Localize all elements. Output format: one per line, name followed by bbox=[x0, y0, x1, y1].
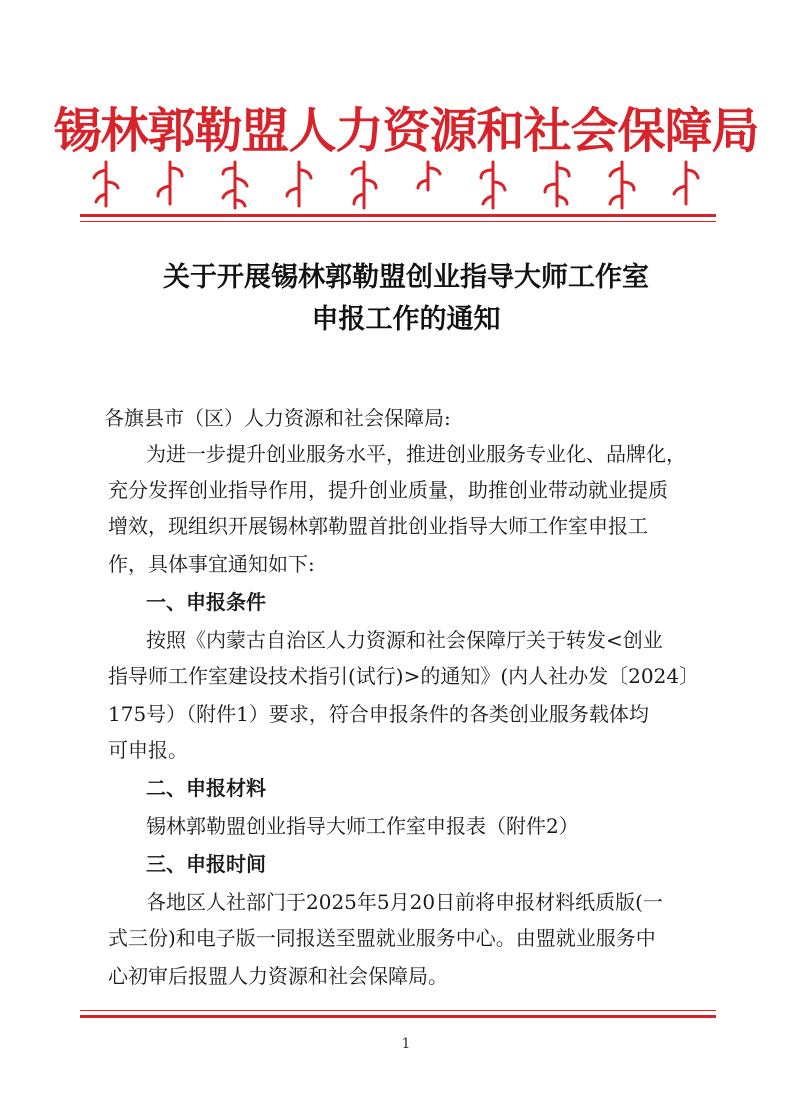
intro-line: 为进一步提升创业服务水平，推进创业服务专业化、品牌化， bbox=[146, 442, 686, 466]
mongolian-word-1 bbox=[86, 160, 126, 210]
salutation: 各旗县市（区）人力资源和社会保障局: bbox=[104, 406, 451, 430]
mongolian-script-line bbox=[86, 160, 706, 212]
section-3-line: 心初审后报盟人力资源和社会保障局。 bbox=[108, 964, 448, 988]
letterhead-rule-thin bbox=[80, 221, 716, 222]
letterhead-rule-thick bbox=[80, 214, 716, 217]
section-3-line: 式三份)和电子版一同报送至盟就业服务中心。由盟就业服务中 bbox=[108, 926, 656, 950]
page-number: 1 bbox=[401, 1036, 411, 1052]
section-3-line: 各地区人社部门于2025年5月20日前将申报材料纸质版(一 bbox=[146, 890, 663, 914]
document-title-line-2: 申报工作的通知 bbox=[311, 304, 501, 335]
section-1-line: 175号）（附件1）要求，符合申报条件的各类创业服务载体均 bbox=[108, 702, 649, 726]
section-1-line: 按照《内蒙古自治区人力资源和社会保障厅关于转发<创业 bbox=[146, 628, 663, 652]
intro-line: 增效，现组织开展锡林郭勒盟首批创业指导大师工作室申报工 bbox=[108, 514, 648, 538]
section-1-line: 指导师工作室建设技术指引(试行)>的通知》(内人社办发〔2024〕 bbox=[108, 664, 700, 688]
mongolian-word-7 bbox=[473, 160, 513, 210]
section-heading-conditions: 一、申报条件 bbox=[146, 590, 266, 614]
letterhead-org-name: 锡林郭勒盟人力资源和社会保障局 bbox=[53, 103, 759, 159]
mongolian-word-2 bbox=[150, 160, 190, 210]
mongolian-word-8 bbox=[537, 160, 577, 210]
mongolian-word-10 bbox=[666, 160, 706, 210]
intro-line: 充分发挥创业指导作用，提升创业质量，助推创业带动就业提质 bbox=[108, 478, 668, 502]
section-heading-materials: 二、申报材料 bbox=[146, 776, 266, 800]
mongolian-word-9 bbox=[602, 160, 642, 210]
footer-rule-thin bbox=[80, 1010, 716, 1011]
document-title-line-1: 关于开展锡林郭勒盟创业指导大师工作室 bbox=[163, 262, 649, 293]
intro-line: 作，具体事宜通知如下: bbox=[108, 552, 315, 576]
footer-rule-thick bbox=[80, 1015, 716, 1018]
section-1-line: 可申报。 bbox=[108, 738, 188, 762]
mongolian-word-6 bbox=[408, 160, 448, 210]
mongolian-word-4 bbox=[279, 160, 319, 210]
mongolian-word-5 bbox=[344, 160, 384, 210]
section-2-line: 锡林郭勒盟创业指导大师工作室申报表（附件2） bbox=[146, 814, 579, 838]
mongolian-word-3 bbox=[215, 160, 255, 210]
section-heading-time: 三、申报时间 bbox=[146, 852, 266, 876]
